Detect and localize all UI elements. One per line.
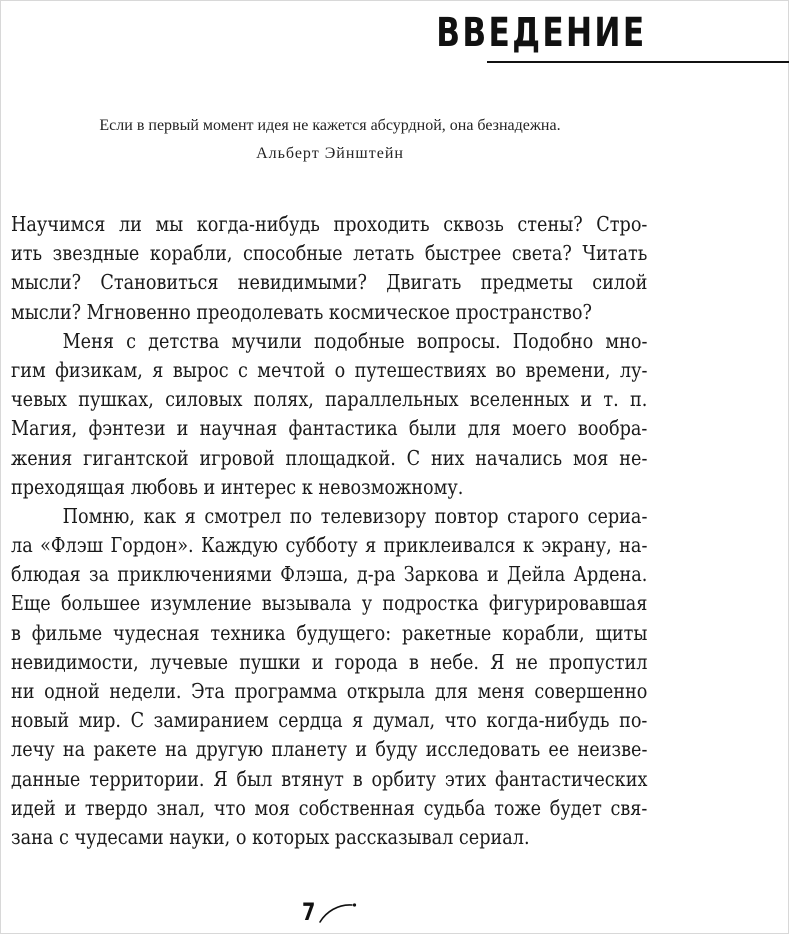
text-line: гим физикам, я вырос с мечтой о путешествиях во времени, лу-: [11, 357, 648, 382]
text-line: Помню, как я смотрел по телевизору повтор старого сериа-: [62, 503, 648, 528]
body-text: [11, 210, 648, 852]
text-line: идей и твердо знал, что моя собственная судьба тоже будет свя-: [11, 795, 648, 820]
text-line: данные территории. Я был втянут в орбиту этих фантастических: [11, 766, 648, 791]
text-line: ни одной недели. Эта программа открыла для меня совершенно: [11, 679, 648, 703]
text-line: мысли? Мгновенно преодолевать космическое пространство?: [11, 299, 592, 324]
swoosh-ornament-icon: [318, 898, 362, 924]
text-line: ить звездные корабли, способные летать быстрее света? Читать: [11, 241, 648, 266]
title-underline: [487, 61, 789, 63]
text-line: невидимости, лучевые пушки и города в небе. Я не пропустил: [11, 649, 648, 674]
text-line: чевых пушках, силовых полях, параллельных вселенных и т. п.: [11, 387, 648, 412]
page-number: 7: [302, 898, 316, 926]
text-line: мысли? Становиться невидимыми? Двигать предметы силой: [11, 270, 648, 295]
text-line: Еще большее изумление вызывала у подростка фигурировавшая: [11, 591, 648, 616]
epigraph-quote: Если в первый момент идея не кажется абсурдной, она безнадежна.: [99, 117, 561, 134]
text-line: новый мир. С замиранием сердца я думал, что когда-нибудь по-: [11, 708, 648, 733]
epigraph-author: Альберт Эйнштейн: [256, 145, 404, 162]
text-line: блюдая за приключениями Флэша, д-ра Заркова и Дейла Ардена.: [11, 562, 648, 587]
text-line: жения гигантской игровой площадкой. С них начались моя не-: [11, 445, 648, 470]
text-line: ла «Флэш Гордон». Каждую субботу я приклеивался к экрану, на-: [11, 533, 648, 558]
text-line: в фильме чудесная техника будущего: ракетные корабли, щиты: [11, 620, 648, 645]
chapter-title: ВВЕДЕНИЕ: [436, 10, 647, 56]
text-line: Меня с детства мучили подобные вопросы. Подобно мно-: [62, 328, 648, 353]
text-line: Магия, фэнтези и научная фантастика были для моего вообра-: [11, 416, 648, 441]
text-line: Научимся ли мы когда-нибудь проходить сквозь стены? Стро-: [11, 212, 648, 236]
text-line: лечу на ракете на другую планету и буду исследовать ее неизве-: [11, 737, 648, 762]
text-line: преходящая любовь и интерес к невозможному.: [11, 474, 464, 499]
text-line: зана с чудесами науки, о которых рассказывал сериал.: [11, 824, 530, 849]
